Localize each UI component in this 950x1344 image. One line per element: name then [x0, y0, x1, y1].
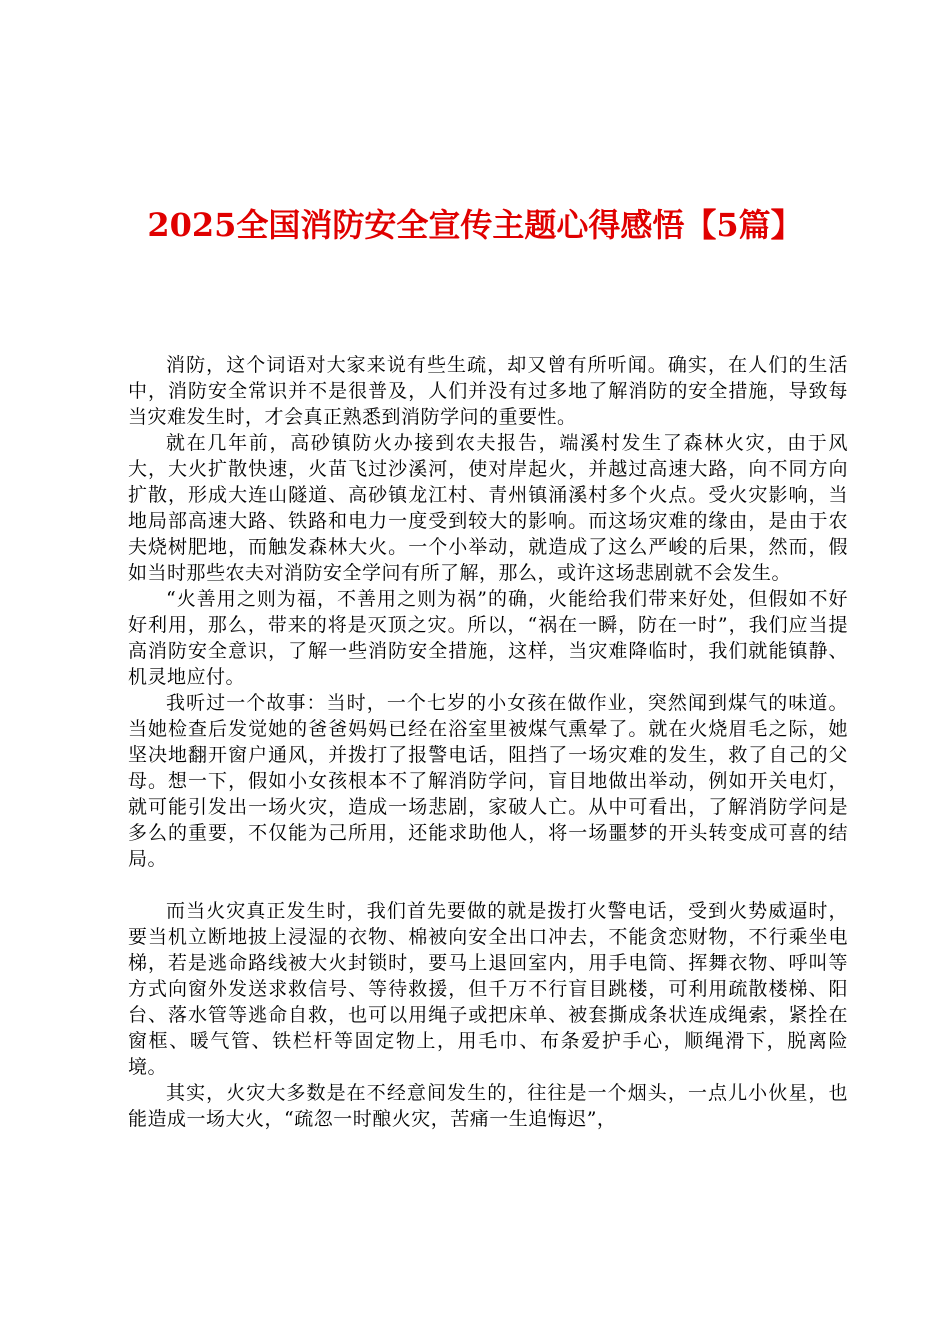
paragraph-5: 而当火灾真正发生时，我们首先要做的就是拨打火警电话，受到火势威逼时，要当机立断地披上浸湿的衣物、棉被向安全出口冲去，不能贪恋财物，不行乘坐电梯，若是逃命路线被大火封锁时，要马上退回室内，用手电筒、挥舞衣物、呼叫等方式向窗外发送求救信号、等待救援，但千万不行盲目跳楼，可利用疏散楼梯、阳台、落水管等逃命自救，也可以用绳子或把床单、被套撕成条状连成绳索，紧拴在窗框、暖气管、铁栏杆等固定物上，用毛巾、布条爱护手心，顺绳滑下，脱离险境。	[128, 900, 848, 1078]
document-title: 2025全国消防安全宣传主题心得感悟【5篇】	[147, 206, 803, 245]
paragraph-6: 其实，火灾大多数是在不经意间发生的，往往是一个烟头，一点儿小伙星，也能造成一场大火，“疏忽一时酿火灾，苦痛一生追悔迟”，	[128, 1082, 848, 1130]
paragraph-4: 我听过一个故事：当时，一个七岁的小女孩在做作业，突然闻到煤气的味道。当她检查后发觉她的爸爸妈妈已经在浴室里被煤气熏晕了。就在火烧眉毛之际，她坚决地翻开窗户通风，并拨打了报警电话，阻挡了一场灾难的发生，救了自己的父母。想一下，假如小女孩根本不了解消防学问，盲目地做出举动，例如开关电灯，就可能引发出一场火灾，造成一场悲剧，家破人亡。从中可看出，了解消防学问是多么的重要，不仅能为己所用，还能求助他人，将一场噩梦的开头转变成可喜的结局。	[128, 692, 848, 870]
paragraph-1: 消防，这个词语对大家来说有些生疏，却又曾有所听闻。确实，在人们的生活中，消防安全常识并不是很普及，人们并没有过多地了解消防的安全措施，导致每当灾难发生时，才会真正熟悉到消防学问的重要性。	[128, 354, 848, 428]
paragraph-2: 就在几年前，高砂镇防火办接到农夫报告，端溪村发生了森林火灾，由于风大，大火扩散快速，火苗飞过沙溪河，使对岸起火，并越过高速大路，向不同方向扩散，形成大连山隧道、高砂镇龙江村、青州镇涌溪村多个火点。受火灾影响，当地局部高速大路、铁路和电力一度受到较大的影响。而这场灾难的缘由，是由于农夫烧树肥地，而触发森林大火。一个小举动，就造成了这么严峻的后果，然而，假如当时那些农夫对消防安全学问有所了解，那么，或许这场悲剧就不会发生。	[128, 432, 848, 584]
paragraph-3: “火善用之则为福，不善用之则为祸”的确，火能给我们带来好处，但假如不好好利用，那么，带来的将是灭顶之灾。所以，“祸在一瞬，防在一时”，我们应当提高消防安全意识，了解一些消防安全措施，这样，当灾难降临时，我们就能镇静、机灵地应付。	[128, 588, 848, 688]
document-body	[128, 352, 848, 1132]
